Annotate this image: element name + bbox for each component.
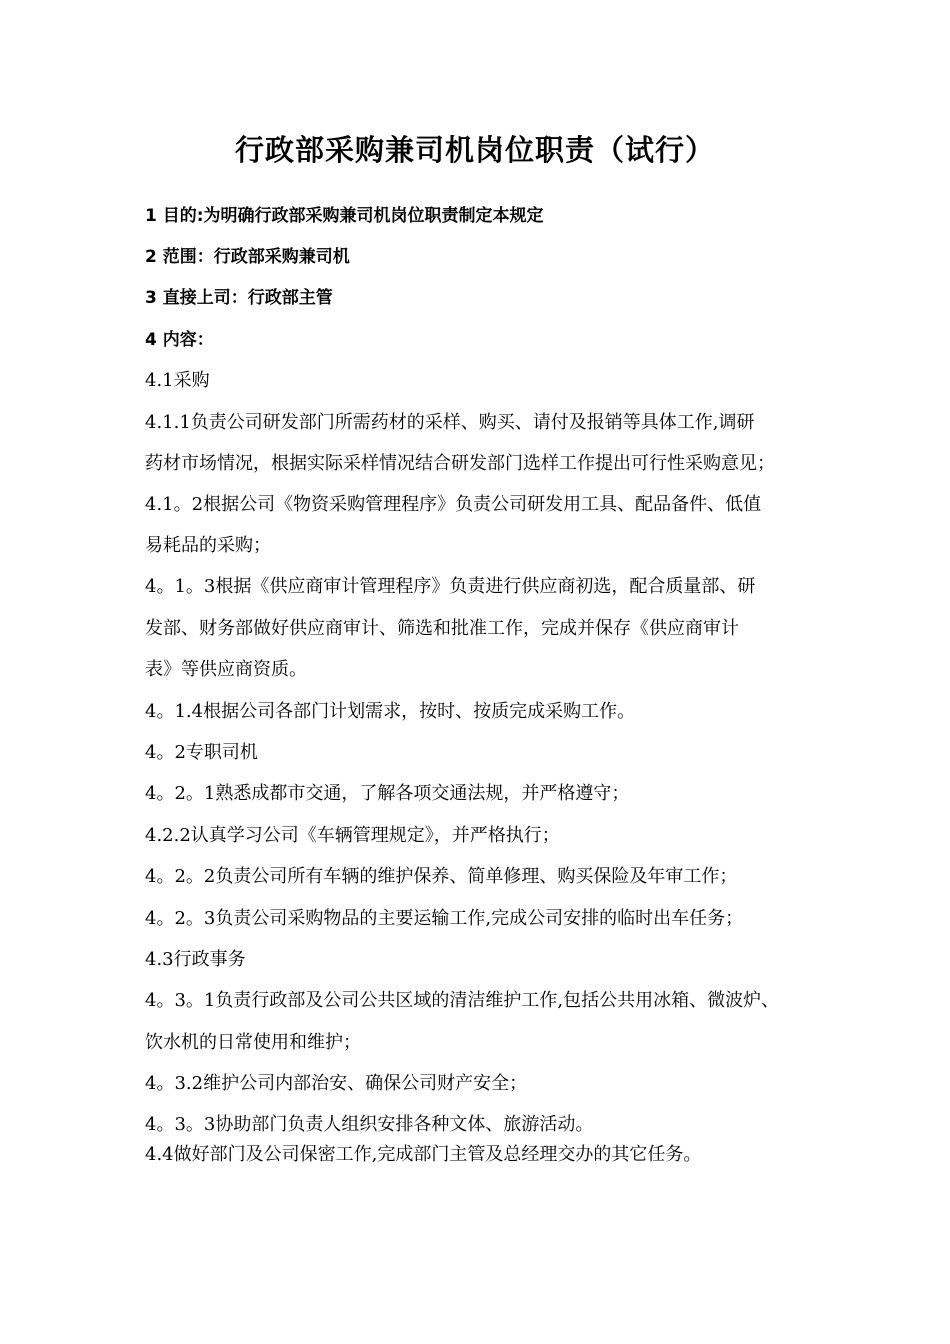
- subsection-admin: 4.3行政事务: [145, 949, 246, 970]
- section-scope: 2 范围：行政部采购兼司机: [145, 247, 350, 267]
- clause-4-2-2b: 4。2。2负责公司所有车辆的维护保养、简单修理、购买保险及年审工作；: [145, 866, 738, 887]
- subsection-driver: 4。2专职司机: [145, 742, 258, 763]
- clause-4-1-1-line1: 4.1.1负责公司研发部门所需药材的采样、购买、请付及报销等具体工作,调研: [145, 412, 755, 433]
- clause-4-1-1-line2: 药材市场情况，根据实际采样情况结合研发部门选样工作提出可行性采购意见；: [145, 453, 775, 474]
- section-supervisor: 3 直接上司：行政部主管: [145, 288, 333, 308]
- section-purpose: 1 目的:为明确行政部采购兼司机岗位职责制定本规定: [145, 206, 544, 226]
- clause-4-2-2a: 4.2.2认真学习公司《车辆管理规定》，并严格执行；: [145, 825, 560, 846]
- clause-4-3-2: 4。3.2维护公司内部治安、确保公司财产安全；: [145, 1073, 528, 1094]
- clause-4-3-1-line2: 饮水机的日常使用和维护；: [145, 1032, 361, 1053]
- clause-4-1-4: 4。1.4根据公司各部门计划需求，按时、按质完成采购工作。: [145, 701, 636, 722]
- clause-4-3-1-line1: 4。3。1负责行政部及公司公共区域的清洁维护工作,包括公共用冰箱、微波炉、: [145, 990, 780, 1011]
- clause-4-4: 4.4做好部门及公司保密工作,完成部门主管及总经理交办的其它任务。: [145, 1144, 702, 1165]
- clause-4-1-3-line3: 表》等供应商资质。: [145, 659, 307, 680]
- clause-4-3-3: 4。3。3协助部门负责人组织安排各种文体、旅游活动。: [145, 1114, 594, 1135]
- clause-4-1-3-line2: 发部、财务部做好供应商审计、筛选和批准工作，完成并保存《供应商审计: [145, 618, 739, 639]
- clause-4-1-2-line1: 4.1。2根据公司《物资采购管理程序》负责公司研发用工具、配品备件、低值: [145, 494, 762, 515]
- clause-4-2-1: 4。2。1熟悉成都市交通，了解各项交通法规，并严格遵守；: [145, 783, 630, 804]
- section-content: 4 内容：: [145, 330, 214, 350]
- subsection-purchasing: 4.1采购: [145, 370, 210, 391]
- document-title: 行政部采购兼司机岗位职责（试行）: [234, 133, 715, 167]
- clause-4-1-2-line2: 易耗品的采购；: [145, 535, 271, 556]
- clause-4-2-3: 4。2。3负责公司采购物品的主要运输工作,完成公司安排的临时出车任务；: [145, 908, 744, 929]
- clause-4-1-3-line1: 4。1。3根据《供应商审计管理程序》负责进行供应商初选，配合质量部、研: [145, 576, 756, 597]
